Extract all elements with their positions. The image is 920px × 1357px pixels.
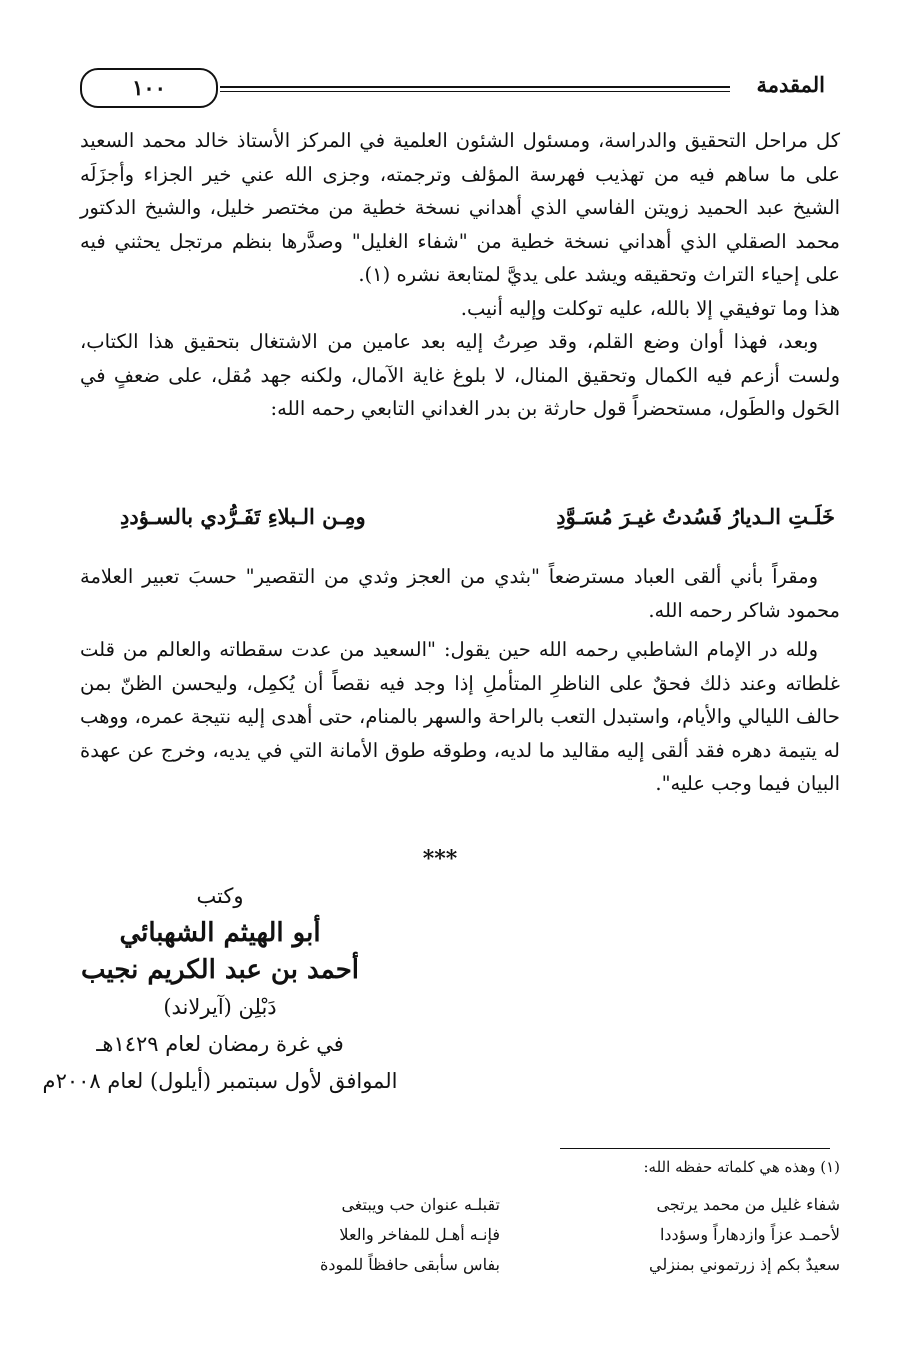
header-rule [220,86,730,92]
verse-second-half: فإنـه أهـل للمفاخر والعلا [339,1225,500,1244]
main-text-continued [80,560,840,801]
verse-second-half: بفاس سأبقى حافظاً للمودة [320,1255,500,1274]
verse-first-half: شفاء غليل من محمد يرتجى [656,1195,840,1214]
footnote-verse-row [180,1255,840,1285]
paragraph-shakir: ومقراً بأني ألقى العباد مسترضعاً "بثدي من العجز وثدي من التقصير" حسبَ تعبير العلامة محمود شاكر رحمه الله. [80,565,840,622]
poem-second-hemistich: ومِـن الـبلاءِ تَفَـرُّدي بالسـؤددِ [120,504,366,529]
author-kunya: أبو الهيثم الشهبائي [119,918,321,948]
footnote-intro: (١) وهذه هي كلماته حفظه الله: [643,1158,840,1176]
verse-second-half: تقبلـه عنوان حب ويبتغى [341,1195,500,1214]
footnote-rule [560,1148,830,1149]
paragraph-conclusion: وبعد، فهذا أوان وضع القلم، وقد صِرتُ إليه بعد عامين من الاشتغال بتحقيق هذا الكتاب، ولست أزعم فيه الكمال وتحقيق المنال، لا بلوغ غاية الآمال، ولكنه جهد مُقل، على ضعفٍ في الحَول والطَول، مستحضراً قول حارثة بن بدر الغداني التابعي رحمه الله: [80,330,840,420]
signature-hijri-date: في غرة رمضان لعام ١٤٢٩هـ [96,1032,344,1056]
signature-wrote: وكتب [196,884,244,908]
paragraph-acknowledgments: كل مراحل التحقيق والدراسة، ومسئول الشئون العلمية في المركز الأستاذ خالد محمد السعيد على ما ساهم فيه من تهذيب فهرسة المؤلف وترجمته، وجزى الله عني خير الجزاء وأجزَلَه الشيخ عبد الحميد زويتن الفاسي الذي أهداني نسخة خطية من مختصر خليل، والشيخ الدكتور محمد الصقلي الذي أهداني نسخة خطية من "شفاء الغليل" وصدَّرها بنظم مرتجل يحثني فيه على إحياء التراث وتحقيقه ويشد على يديَّ لمتابعة نشره (١). [80,129,840,286]
verse-first-half: سعيدٌ بكم إذ زرتموني بمنزلي [649,1255,840,1274]
signature-gregorian-date: الموافق لأول سبتمبر (أيلول) لعام ٢٠٠٨م [42,1069,398,1093]
signature-place: دَبْلِن (آيرلاند) [163,995,277,1019]
poem-verse [80,504,840,540]
poem-first-hemistich: خَلَـتِ الـديارُ فَسُدتُ غيـرَ مُسَـوَّدِ [556,504,835,529]
footnote-verse-row [180,1195,840,1225]
header-title: المقدمة [756,72,825,97]
paragraph-tawfiq: هذا وما توفيقي إلا بالله، عليه توكلت وإليه أنيب. [460,296,840,320]
footnote-verse-row [180,1225,840,1255]
page-header [80,68,825,108]
paragraph-shatibi: ولله در الإمام الشاطبي رحمه الله حين يقول: "السعيد من عدت سقطاته والعالم من قلت غلطاته وعند ذلك فحقٌ على الناظرِ المتأملِ إذا وجد فيه نقصاً أن يُكمِل، وليحسن الظنّ بمن حالف الليالي والأيام، واستبدل التعب بالراحة والسهر بالمنام، حتى أهدى إليه نتيجة عمره، ووهب له يتيمة دهره فقد ألقى إليه مقاليد ما لديه، وطوقه طوق الأمانة التي في يديه، وخرج عن عهدة البيان فيما وجب عليه". [80,638,840,795]
author-name: أحمد بن عبد الكريم نجيب [80,955,359,985]
main-text [80,124,840,426]
signature-block [10,878,430,1100]
verse-first-half: لأحمـد عزاً وازدهاراً وسؤددا [659,1225,840,1244]
section-separator: *** [422,846,458,872]
footnote-verses [180,1195,840,1285]
page-number: ١٠٠ [80,68,218,108]
